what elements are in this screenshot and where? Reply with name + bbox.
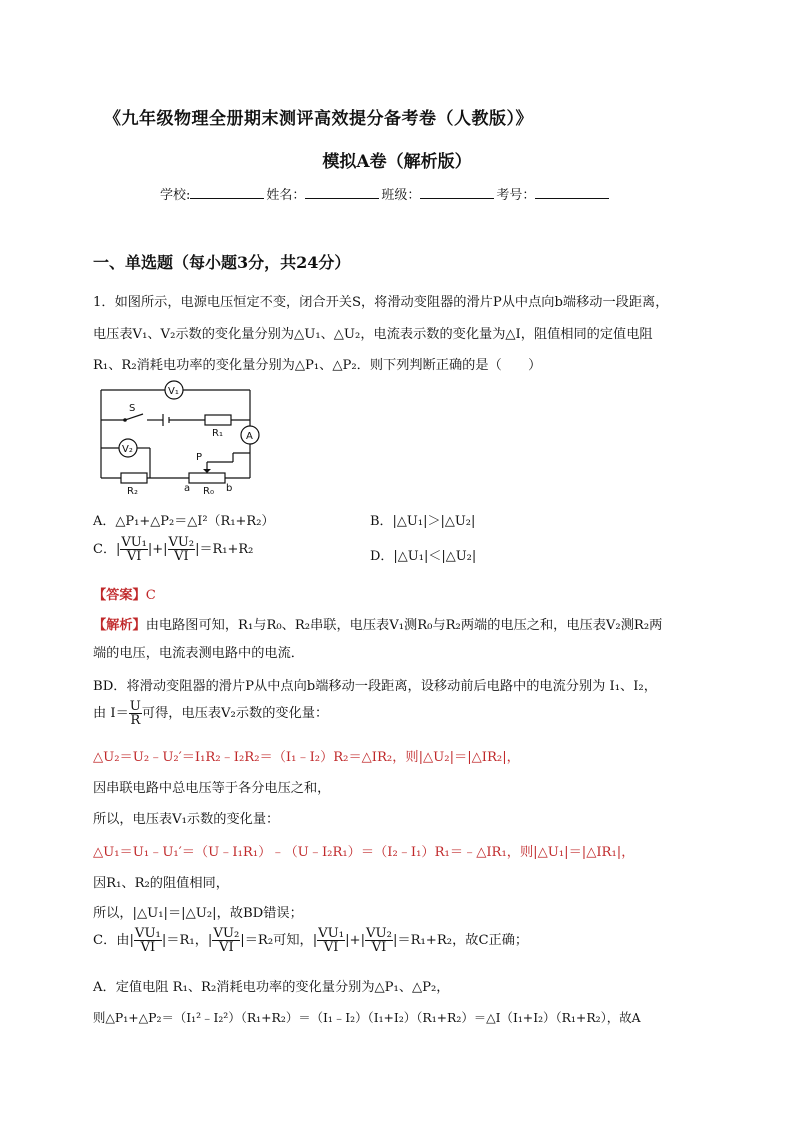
circuit-diagram bbox=[93, 378, 273, 498]
fraction-numerator: VU₂ bbox=[168, 535, 195, 550]
analysis-line-10: 所以，|△U₁|＝|△U₂|，故BD错误； bbox=[93, 906, 303, 921]
question-stem-line-2: 电压表V₁、V₂示数的变化量分别为△U₁、△U₂，电流表示数的变化量为△I，阻值相同的定值电阻 bbox=[93, 327, 653, 342]
fraction-numerator: U bbox=[129, 699, 141, 714]
fraction-numerator: VU₁ bbox=[134, 926, 161, 941]
fraction-denominator: R bbox=[130, 713, 141, 728]
analysis-line-8: △U₁＝U₁﹣U₁′＝（U﹣I₁R₁）﹣（U﹣I₂R₁）＝（I₂﹣I₁）R₁＝﹣△IR₁，则|△U₁|＝|△IR₁|， bbox=[93, 845, 635, 860]
analysis-text: 由电路图可知，R₁与R₀、R₂串联，电压表V₁测R₀与R₂两端的电压之和，电压表V₂测R₂两 bbox=[145, 618, 663, 633]
fraction bbox=[134, 927, 162, 954]
fraction-numerator: VU₁ bbox=[318, 926, 345, 941]
option-d[interactable]: D．|△U₁|＜|△U₂| bbox=[370, 549, 477, 564]
class-label: 班级： bbox=[381, 188, 421, 203]
question-stem-line-3: R₁、R₂消耗电功率的变化量分别为△P₁、△P₂．则下列判断正确的是（ ） bbox=[93, 358, 542, 373]
fraction bbox=[129, 700, 142, 727]
analysis-text: |+| bbox=[345, 933, 366, 948]
fraction-denominator: VI bbox=[140, 940, 156, 955]
analysis-text: C．由| bbox=[93, 933, 134, 948]
analysis-line-6: 因串联电路中总电压等于各分电压之和， bbox=[93, 781, 331, 796]
answer-line bbox=[93, 584, 156, 603]
r0-label: R₀ bbox=[203, 486, 214, 497]
option-a[interactable]: A．△P₁+△P₂＝△I²（R₁+R₂） bbox=[93, 514, 275, 529]
analysis-line-3: BD．将滑动变阻器的滑片P从中点向b端移动一段距离，设移动前后电路中的电流分别为 I₁、I₂， bbox=[93, 679, 657, 694]
analysis-line-5: △U₂＝U₂﹣U₂′＝I₁R₂﹣I₂R₂＝（I₁﹣I₂）R₂＝△IR₂，则|△U₂|＝|△IR₂|， bbox=[93, 750, 520, 765]
analysis-text: |＝R₂可知，| bbox=[240, 933, 318, 948]
v1-label: V₁ bbox=[168, 386, 179, 397]
analysis-line-11 bbox=[93, 927, 528, 954]
student-info-line bbox=[160, 184, 611, 203]
paper-title: 《九年级物理全册期末测评高效提分备考卷（人教版）》 bbox=[104, 109, 533, 129]
switch-pivot-icon bbox=[123, 418, 127, 422]
fraction-denominator: VI bbox=[323, 940, 339, 955]
name-label: 姓名： bbox=[266, 188, 306, 203]
analysis-line-12: A．定值电阻 R₁、R₂消耗电功率的变化量分别为△P₁、△P₂， bbox=[93, 980, 450, 995]
analysis-text: 由 I＝ bbox=[93, 706, 129, 721]
analysis-text: |＝R₁，| bbox=[161, 933, 213, 948]
slider-p-label: P bbox=[196, 452, 203, 463]
option-c[interactable] bbox=[93, 536, 253, 563]
school-blank[interactable] bbox=[190, 186, 264, 199]
fraction bbox=[168, 536, 196, 563]
analysis-line-2: 端的电压，电流表测电路中的电流． bbox=[93, 646, 304, 661]
fraction bbox=[120, 536, 148, 563]
v2-label: V₂ bbox=[122, 444, 133, 455]
abs-separator: |+| bbox=[147, 542, 168, 557]
terminal-a-label: a bbox=[184, 483, 191, 494]
switch-label: S bbox=[129, 403, 136, 414]
option-c-prefix: C．| bbox=[93, 542, 121, 557]
fraction-denominator: VI bbox=[218, 940, 234, 955]
answer-tag: 【答案】 bbox=[93, 588, 146, 603]
analysis-text: |＝R₁+R₂，故C正确； bbox=[392, 933, 529, 948]
exam-no-blank[interactable] bbox=[535, 186, 609, 199]
exam-no-label: 考号： bbox=[496, 188, 536, 203]
option-c-suffix: |＝R₁+R₂ bbox=[195, 542, 254, 557]
fraction bbox=[365, 927, 393, 954]
r2-label: R₂ bbox=[127, 486, 138, 497]
analysis-line-13: 则△P₁+△P₂＝（I₁²﹣I₂²）（R₁+R₂）＝（I₁﹣I₂）（I₁+I₂）（R₁+R₂）＝△I（I₁+I₂）（R₁+R₂），故A bbox=[93, 1010, 641, 1025]
fraction-denominator: VI bbox=[371, 940, 387, 955]
slider-arrow-icon[interactable] bbox=[203, 469, 211, 473]
option-b[interactable]: B．|△U₁|＞|△U₂| bbox=[370, 514, 476, 529]
fraction-numerator: VU₂ bbox=[213, 926, 240, 941]
fraction bbox=[317, 927, 345, 954]
terminal-b-label: b bbox=[226, 483, 233, 494]
fraction-numerator: VU₁ bbox=[121, 535, 147, 550]
section-heading: 一、单选题（每小题3分，共24分） bbox=[93, 253, 351, 272]
analysis-line-4 bbox=[93, 700, 328, 727]
name-blank[interactable] bbox=[305, 186, 379, 199]
analysis-line-1 bbox=[93, 614, 662, 633]
analysis-text: 可得，电压表V₂示数的变化量： bbox=[141, 706, 329, 721]
paper-subtitle: 模拟A卷（解析版） bbox=[322, 152, 472, 172]
class-blank[interactable] bbox=[420, 186, 494, 199]
school-label: 学校: bbox=[160, 188, 191, 203]
answer-value: C bbox=[145, 588, 156, 603]
fraction bbox=[212, 927, 240, 954]
fraction-denominator: VI bbox=[126, 549, 142, 564]
analysis-tag: 【解析】 bbox=[93, 618, 146, 633]
fraction-denominator: VI bbox=[174, 549, 189, 564]
question-stem-line-1: 1．如图所示，电源电压恒定不变，闭合开关S，将滑动变阻器的滑片P从中点向b端移动一段距离， bbox=[93, 295, 669, 310]
analysis-line-9: 因R₁、R₂的阻值相同， bbox=[93, 876, 229, 891]
ammeter-label: A bbox=[246, 431, 253, 442]
fraction-numerator: VU₂ bbox=[366, 926, 392, 941]
r1-label: R₁ bbox=[212, 428, 223, 439]
analysis-line-7: 所以，电压表V₁示数的变化量： bbox=[93, 812, 280, 827]
